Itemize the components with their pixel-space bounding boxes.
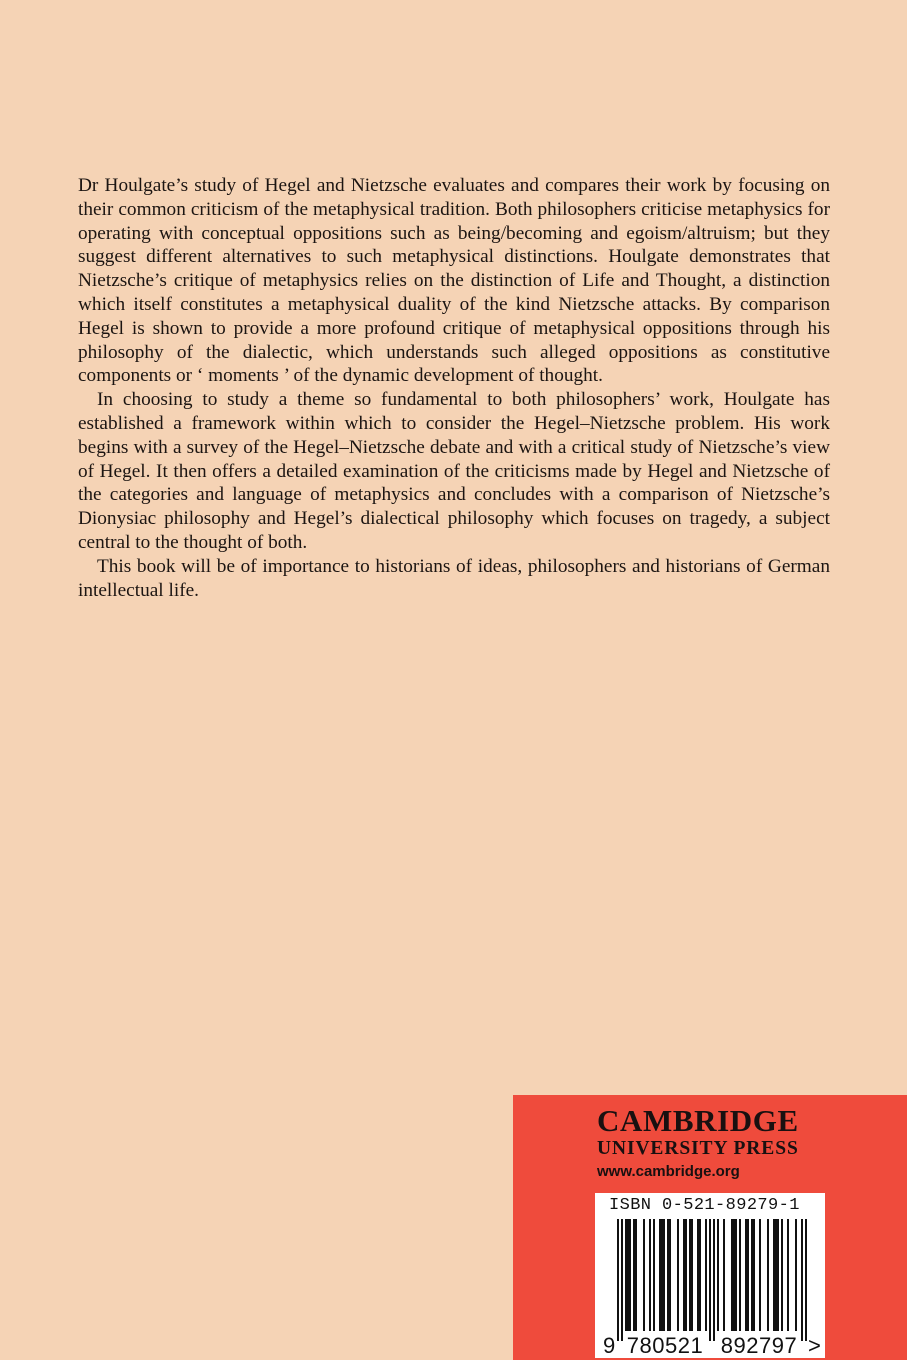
- publisher-subtitle: UNIVERSITY PRESS: [597, 1138, 799, 1159]
- barcode-bar: [653, 1219, 655, 1331]
- barcode-bar: [625, 1219, 627, 1331]
- barcode-bar: [663, 1219, 665, 1331]
- barcode-bar: [747, 1219, 749, 1331]
- barcode-bar: [787, 1219, 789, 1331]
- barcode-bar: [767, 1219, 769, 1331]
- barcode-bar: [731, 1219, 733, 1331]
- barcode-bar: [685, 1219, 687, 1331]
- blurb-paragraph-2: In choosing to study a theme so fundamental to both philosophers’ work, Houlgate has established a framework within which to consider the Hegel–Nietzsche problem. His work begins with a survey of the Hegel–Nietzsche debate and with a critical study of Nietzsche’s view of Hegel. It then offers a detailed examination of the criticisms made by Hegel and Nietzsche of the categories and language of metaphysics and concludes with a comparison of Nietzsche’s Dionysiac philosophy and Hegel’s dialectical philosophy which focuses on tragedy, a subject central to the thought of both.: [78, 389, 830, 553]
- barcode-bar: [629, 1219, 631, 1331]
- barcode-bar: [739, 1219, 741, 1331]
- barcode-box: [595, 1193, 825, 1358]
- publisher-name: CAMBRIDGE: [597, 1103, 799, 1138]
- publisher-panel: [513, 1095, 907, 1360]
- barcode-bar: [735, 1219, 737, 1331]
- barcode-bar: [699, 1219, 701, 1331]
- barcode-bar: [781, 1219, 783, 1331]
- barcode-bar: [691, 1219, 693, 1331]
- barcode-quiet-zone-mark: >: [808, 1333, 821, 1358]
- barcode-bar: [661, 1219, 663, 1331]
- barcode-bar: [717, 1219, 719, 1331]
- barcode-bar: [627, 1219, 629, 1331]
- barcode-bar: [621, 1219, 623, 1341]
- barcode-bar: [709, 1219, 711, 1341]
- barcode-bar: [753, 1219, 755, 1331]
- barcode-bar: [773, 1219, 775, 1331]
- barcode-bar: [745, 1219, 747, 1331]
- blurb-paragraph-3: This book will be of importance to historians of ideas, philosophers and historians of German intellectual life.: [78, 555, 830, 601]
- barcode-bar: [633, 1219, 635, 1331]
- isbn-label: ISBN 0-521-89279-1: [609, 1196, 800, 1215]
- barcode-bar: [697, 1219, 699, 1331]
- barcode-bar: [689, 1219, 691, 1331]
- barcode-bar: [775, 1219, 777, 1331]
- barcode-bar: [617, 1219, 619, 1341]
- barcode-bar: [659, 1219, 661, 1331]
- barcode-bar: [649, 1219, 651, 1331]
- publisher-url: www.cambridge.org: [597, 1163, 740, 1180]
- barcode-bar: [733, 1219, 735, 1331]
- barcode-bar: [643, 1219, 645, 1331]
- barcode-icon: [595, 1193, 825, 1358]
- blurb-paragraph-1: Dr Houlgate’s study of Hegel and Nietzsche evaluates and compares their work by focusing on their common criticism of the metaphysical tradition. Both philosophers criticise metaphysics for operating with conceptual oppositions such as being/becoming and egoism/altruism; but they suggest different alternatives to such metaphysical distinctions. Houlgate demonstrates that Nietzsche’s critique of metaphysics relies on the distinction of Life and Thought, a distinction which itself constitutes a metaphysical duality of the kind Nietzsche attacks. By comparison Hegel is shown to provide a more profound critique of metaphysical oppositions through his philosophy of the dialectic, which understands such alleged oppositions as constitutive components or ‘ moments ’ of the dynamic development of thought.: [78, 175, 830, 387]
- barcode-lead-digit: 9: [603, 1333, 616, 1358]
- barcode-bar: [669, 1219, 671, 1331]
- barcode-bar: [723, 1219, 725, 1331]
- barcode-bar: [759, 1219, 761, 1331]
- barcode-bar: [805, 1219, 807, 1341]
- barcode-bar: [667, 1219, 669, 1331]
- barcode-bar: [751, 1219, 753, 1331]
- barcode-bar: [635, 1219, 637, 1331]
- barcode-bar: [713, 1219, 715, 1341]
- barcode-bar: [705, 1219, 707, 1331]
- barcode-bar: [801, 1219, 803, 1341]
- barcode-bar: [677, 1219, 679, 1331]
- barcode-bar: [683, 1219, 685, 1331]
- barcode-bar: [795, 1219, 797, 1331]
- barcode-left-digits: 780521: [626, 1333, 704, 1358]
- barcode-right-digits: 892797: [720, 1333, 798, 1358]
- back-cover-blurb: [78, 174, 830, 602]
- barcode-bar: [777, 1219, 779, 1331]
